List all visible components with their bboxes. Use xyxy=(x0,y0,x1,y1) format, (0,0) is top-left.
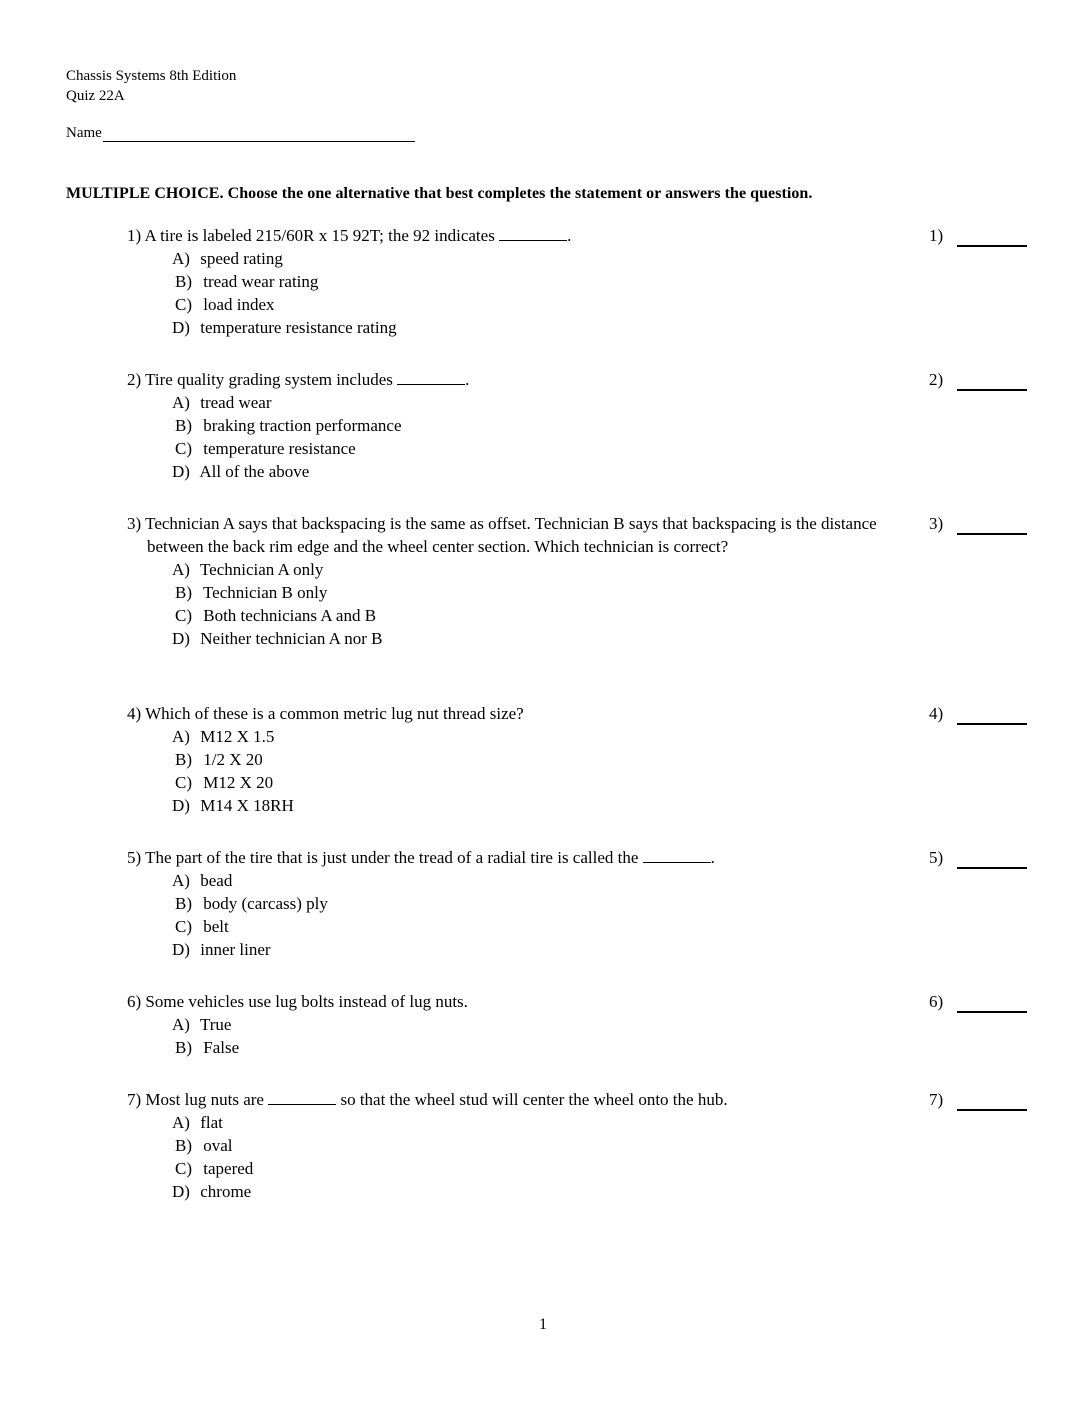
choice-text: tread wear rating xyxy=(203,272,319,291)
choice-letter: B) xyxy=(175,894,192,913)
answer-slot xyxy=(929,846,1027,869)
choice-text: belt xyxy=(203,917,229,936)
choice-text: speed rating xyxy=(200,249,283,268)
choice-text: Technician A only xyxy=(199,560,324,579)
choice-text: tread wear xyxy=(200,393,272,412)
choice-c xyxy=(172,771,1027,794)
choice-text: braking traction performance xyxy=(203,416,402,435)
choice-letter: B) xyxy=(175,750,192,769)
choice-text: M12 X 1.5 xyxy=(200,727,275,746)
question-number: 6) xyxy=(127,992,142,1011)
choice-letter: B) xyxy=(175,272,192,291)
choice-c xyxy=(172,437,1027,460)
choice-letter: B) xyxy=(175,1136,192,1155)
fill-in-blank xyxy=(397,370,465,385)
fill-in-blank xyxy=(499,226,567,241)
stem-text: Most lug nuts are xyxy=(145,1090,269,1109)
answer-number: 4) xyxy=(929,704,944,723)
choice-b xyxy=(172,414,1027,437)
answer-slot xyxy=(929,990,1027,1013)
name-field xyxy=(66,125,415,142)
question-stem xyxy=(127,990,922,1013)
stem-text-after: so that the wheel stud will center the wheel onto the hub. xyxy=(336,1090,728,1109)
choice-c xyxy=(172,604,1027,627)
stem-text: The part of the tire that is just under the tread of a radial tire is called the xyxy=(145,848,643,867)
choice-letter: C) xyxy=(175,1159,192,1178)
answer-line xyxy=(957,709,1027,725)
choice-letter: C) xyxy=(175,439,192,458)
answer-number: 7) xyxy=(929,1090,944,1109)
choice-list xyxy=(127,391,1027,483)
fill-in-blank xyxy=(643,848,711,863)
choice-letter: A) xyxy=(172,560,190,579)
answer-line xyxy=(957,997,1027,1013)
choice-letter: B) xyxy=(175,416,192,435)
choice-text: body (carcass) ply xyxy=(203,894,328,913)
answer-number: 6) xyxy=(929,992,944,1011)
choice-text: oval xyxy=(203,1136,233,1155)
choice-letter: A) xyxy=(172,871,190,890)
choice-b xyxy=(172,270,1027,293)
choice-text: tapered xyxy=(203,1159,254,1178)
choice-a xyxy=(172,247,1027,270)
answer-number: 3) xyxy=(929,514,944,533)
answer-line xyxy=(957,1095,1027,1111)
choice-letter: D) xyxy=(172,940,190,959)
choice-text: All of the above xyxy=(199,462,310,481)
choice-text: load index xyxy=(203,295,275,314)
question-number: 2) xyxy=(127,370,142,389)
choice-letter: C) xyxy=(175,917,192,936)
answer-line xyxy=(957,853,1027,869)
choice-list xyxy=(127,247,1027,339)
choice-text: 1/2 X 20 xyxy=(203,750,263,769)
choice-a xyxy=(172,869,1027,892)
question-stem xyxy=(127,224,922,247)
choice-b xyxy=(172,892,1027,915)
answer-line xyxy=(957,375,1027,391)
choice-b xyxy=(172,748,1027,771)
answer-slot xyxy=(929,224,1027,247)
choice-letter: A) xyxy=(172,1113,190,1132)
question-3 xyxy=(127,512,1027,650)
choice-d xyxy=(172,460,1027,483)
choice-text: Both technicians A and B xyxy=(203,606,377,625)
choice-text: M12 X 20 xyxy=(203,773,274,792)
answer-slot xyxy=(929,702,1027,725)
answer-line xyxy=(957,519,1027,535)
answer-slot xyxy=(929,368,1027,391)
question-stem xyxy=(127,702,922,725)
answer-number: 2) xyxy=(929,370,944,389)
stem-text: Which of these is a common metric lug nut thread size? xyxy=(145,704,524,723)
choice-text: temperature resistance xyxy=(203,439,356,458)
choice-a xyxy=(172,1111,1027,1134)
question-1 xyxy=(127,224,1027,339)
choice-letter: A) xyxy=(172,393,190,412)
question-stem xyxy=(127,368,922,391)
choice-text: chrome xyxy=(200,1182,252,1201)
choice-letter: C) xyxy=(175,295,192,314)
choice-list xyxy=(127,558,1027,650)
answer-line xyxy=(957,231,1027,247)
choice-c xyxy=(172,293,1027,316)
choice-letter: D) xyxy=(172,796,190,815)
answer-number: 5) xyxy=(929,848,944,867)
choice-list xyxy=(127,1013,1027,1059)
choice-d xyxy=(172,316,1027,339)
quiz-title: Quiz 22A xyxy=(66,88,125,104)
choice-b xyxy=(172,581,1027,604)
question-4 xyxy=(127,702,1027,817)
question-6 xyxy=(127,990,1027,1059)
choice-text: Neither technician A nor B xyxy=(200,629,383,648)
question-stem xyxy=(127,512,922,558)
choice-letter: C) xyxy=(175,773,192,792)
choice-text: temperature resistance rating xyxy=(200,318,397,337)
choice-text: bead xyxy=(200,871,233,890)
choice-text: True xyxy=(199,1015,232,1034)
choice-d xyxy=(172,938,1027,961)
choice-letter: C) xyxy=(175,606,192,625)
question-number: 7) xyxy=(127,1090,142,1109)
stem-text-after: . xyxy=(567,226,572,245)
choice-letter: D) xyxy=(172,462,190,481)
choice-a xyxy=(172,1013,1027,1036)
choice-c xyxy=(172,915,1027,938)
choice-d xyxy=(172,794,1027,817)
question-7 xyxy=(127,1088,1027,1203)
choice-b xyxy=(172,1134,1027,1157)
choice-a xyxy=(172,558,1027,581)
stem-text-after: . xyxy=(710,848,715,867)
choice-letter: B) xyxy=(175,1038,192,1057)
choice-d xyxy=(172,627,1027,650)
choice-list xyxy=(127,1111,1027,1203)
choice-letter: D) xyxy=(172,318,190,337)
choice-text: flat xyxy=(200,1113,223,1132)
choice-letter: A) xyxy=(172,1015,190,1034)
question-number: 1) xyxy=(127,226,142,245)
course-title: Chassis Systems 8th Edition xyxy=(66,68,237,84)
name-blank-line xyxy=(103,125,415,142)
answer-slot xyxy=(929,512,1027,535)
question-number: 5) xyxy=(127,848,142,867)
choice-c xyxy=(172,1157,1027,1180)
choice-a xyxy=(172,391,1027,414)
question-number: 3) xyxy=(127,514,142,533)
stem-text-after: . xyxy=(465,370,470,389)
answer-slot xyxy=(929,1088,1027,1111)
choice-text: False xyxy=(203,1038,240,1057)
page-number: 1 xyxy=(539,1316,547,1333)
stem-text: Tire quality grading system includes xyxy=(145,370,398,389)
question-2 xyxy=(127,368,1027,483)
choice-list xyxy=(127,725,1027,817)
choice-letter: A) xyxy=(172,249,190,268)
choice-letter: D) xyxy=(172,1182,190,1201)
choice-letter: D) xyxy=(172,629,190,648)
question-number: 4) xyxy=(127,704,142,723)
question-5 xyxy=(127,846,1027,961)
fill-in-blank xyxy=(268,1090,336,1105)
choice-text: M14 X 18RH xyxy=(200,796,294,815)
stem-text: Some vehicles use lug bolts instead of lug nuts. xyxy=(145,992,468,1011)
choice-d xyxy=(172,1180,1027,1203)
choice-letter: A) xyxy=(172,727,190,746)
question-stem xyxy=(127,846,922,869)
name-label: Name xyxy=(66,125,102,141)
stem-text: Technician A says that backspacing is the same as offset. Technician B says that backspacing is the distance between the back rim edge and the wheel center section. Which technician is correct? xyxy=(145,514,877,556)
choice-a xyxy=(172,725,1027,748)
question-stem xyxy=(127,1088,922,1111)
choice-b xyxy=(172,1036,1027,1059)
choice-letter: B) xyxy=(175,583,192,602)
choice-text: Technician B only xyxy=(202,583,328,602)
instructions: MULTIPLE CHOICE. Choose the one alternative that best completes the statement or answers the question. xyxy=(66,185,813,202)
choice-list xyxy=(127,869,1027,961)
document-header xyxy=(66,66,236,106)
stem-text: A tire is labeled 215/60R x 15 92T; the 92 indicates xyxy=(144,226,500,245)
answer-number: 1) xyxy=(929,226,944,245)
choice-text: inner liner xyxy=(200,940,271,959)
